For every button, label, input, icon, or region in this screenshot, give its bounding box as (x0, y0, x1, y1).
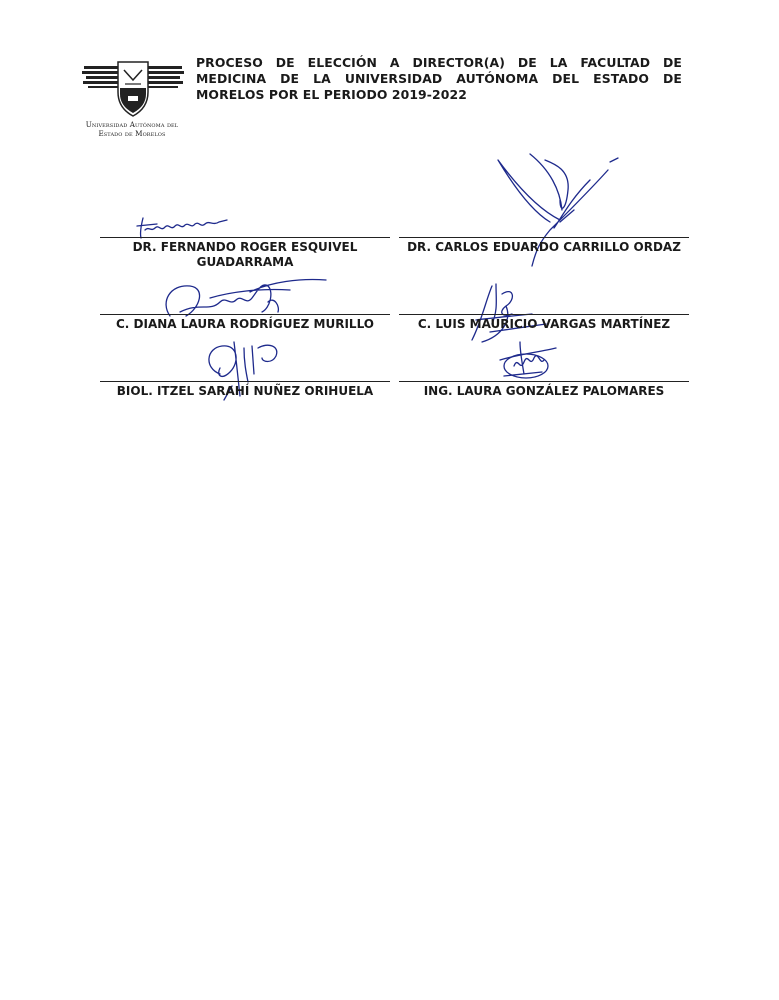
signature-drawing-fernando (135, 212, 230, 240)
university-name-line1: Universidad Autónoma del (85, 120, 179, 129)
signature-line (399, 314, 689, 315)
signature-drawing-luis (462, 280, 552, 346)
signatory-name: BIOL. ITZEL SARAHÍ NUÑEZ ORIHUELA (116, 384, 374, 398)
university-name-line2: Estado de Morelos (98, 129, 166, 138)
signature-drawing-laura (490, 338, 560, 384)
signatory-name: DR. CARLOS EDUARDO CARRILLO ORDAZ (407, 240, 681, 254)
signature-line (399, 237, 689, 238)
signatory-name: DR. FERNANDO ROGER ESQUIVEL GUADARRAMA (132, 240, 358, 269)
signatory-name: ING. LAURA GONZÁLEZ PALOMARES (423, 384, 665, 398)
university-name (72, 120, 192, 138)
signatory-name: C. DIANA LAURA RODRÍGUEZ MURILLO (115, 317, 374, 331)
document-title: PROCESO DE ELECCIÓN A DIRECTOR(A) DE LA FACULTAD DE MEDICINA DE LA UNIVERSIDAD AUTÓNOMA DEL ESTADO DE MORELOS POR EL PERIODO 2019-2022 (196, 55, 682, 102)
signature-block-diana (100, 314, 390, 332)
signature-block-carlos (399, 237, 689, 255)
signature-block-luis (399, 314, 689, 332)
signature-block-fernando (100, 237, 390, 270)
signature-block-laura (399, 381, 689, 399)
signatory-name: C. LUIS MAURICIO VARGAS MARTÍNEZ (417, 317, 671, 331)
university-logo (80, 58, 186, 120)
signature-line (100, 314, 390, 315)
signature-line (100, 237, 390, 238)
signature-line (399, 381, 689, 382)
signature-line (100, 381, 390, 382)
signature-block-itzel (100, 381, 390, 399)
